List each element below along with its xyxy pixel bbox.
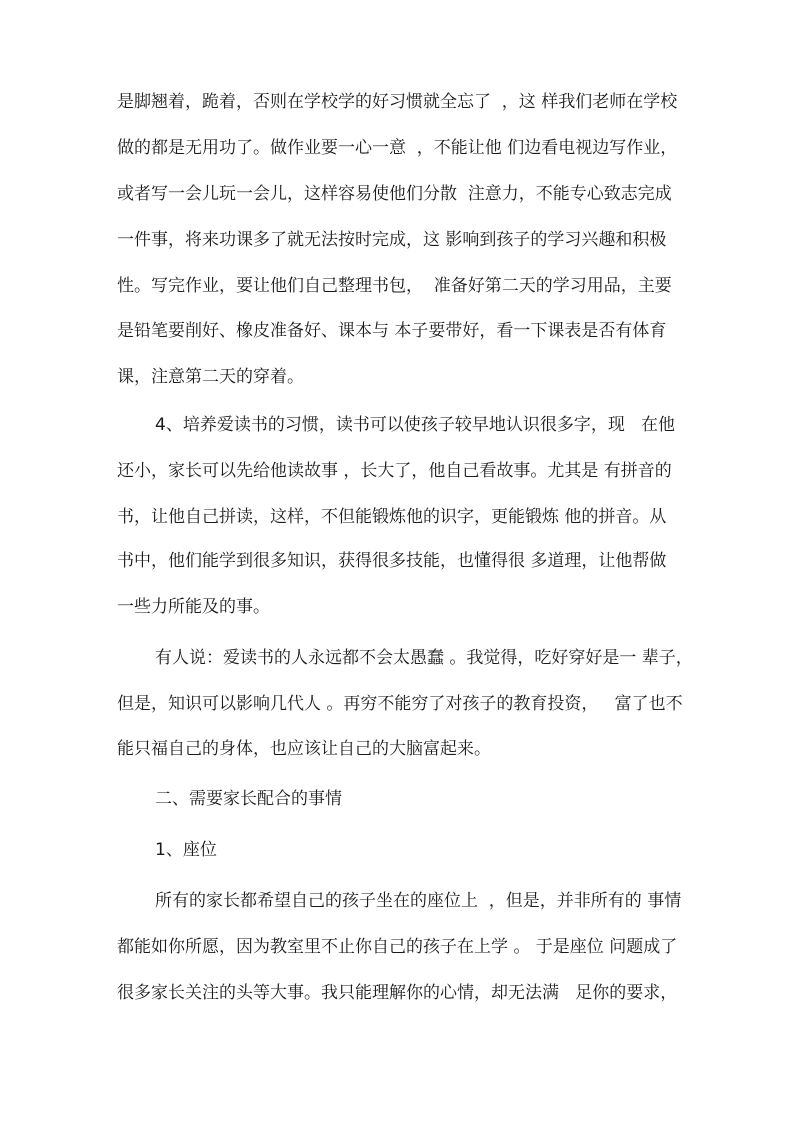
text-line: 还小，家长可以先给他读故事 ，长大了，他自己看故事。尤其是 有拼音的: [117, 461, 672, 481]
text-line: 一件事，将来功课多了就无法按时完成，这 影响到孩子的学习兴趣和积极: [117, 230, 667, 250]
text-line: 很多家长关注的头等大事。我只能理解你的心情，却无法满 足你的要求，: [117, 983, 678, 1003]
paragraph-first-line: 所有的家长都希望自己的孩子坐在的座位上 ，但是，并非所有的 事情: [155, 891, 682, 911]
text-line: 能只福自己的身体，也应该让自己的大脑富起来。: [117, 739, 491, 759]
text-line: 课，注意第二天的穿着。: [117, 367, 304, 387]
text-line: 但是，知识可以影响几代人 。再穷不能穷了对孩子的教育投资， 富了也不: [117, 694, 683, 714]
text-line: 或者写一会儿玩一会儿，这样容易使他们分散 注意力，不能专心致志完成: [117, 184, 672, 204]
text-line: 性。写完作业，要让他们自己整理书包， 准备好第二天的学习用品，主要: [117, 276, 672, 296]
text-line: 书，让他自己拼读，这样，不但能锻炼他的识字，更能锻炼 他的拼音。从: [117, 507, 667, 527]
text-line: 是铅笔要削好、橡皮准备好、课本与 本子要带好，看一下课表是否有体育: [117, 321, 667, 341]
text-line: 一些力所能及的事。: [117, 597, 270, 617]
text-line: 做的都是无用功了。做作业要一心一意 ，不能让他 们边看电视边写作业，: [117, 138, 678, 158]
paragraph-first-line: 4、培养爱读书的习惯，读书可以使孩子较早地认识很多字，现 在他: [155, 415, 676, 435]
subsection-heading: 1、座位: [155, 840, 217, 860]
text-line: 都能如你所愿，因为教室里不止你自己的孩子在上学 。 于是座位 问题成了: [117, 937, 678, 957]
text-line: 是脚翘着，跪着，否则在学校学的好习惯就全忘了 ，这 样我们老师在学校: [117, 92, 678, 112]
section-heading: 二、需要家长配合的事情: [155, 789, 342, 809]
text-line: 书中，他们能学到很多知识，获得很多技能，也懂得很 多道理，让他帮做: [117, 551, 667, 571]
paragraph-first-line: 有人说：爱读书的人永远都不会太愚蠢 。我觉得，吃好穿好是一 辈子，: [155, 648, 693, 668]
